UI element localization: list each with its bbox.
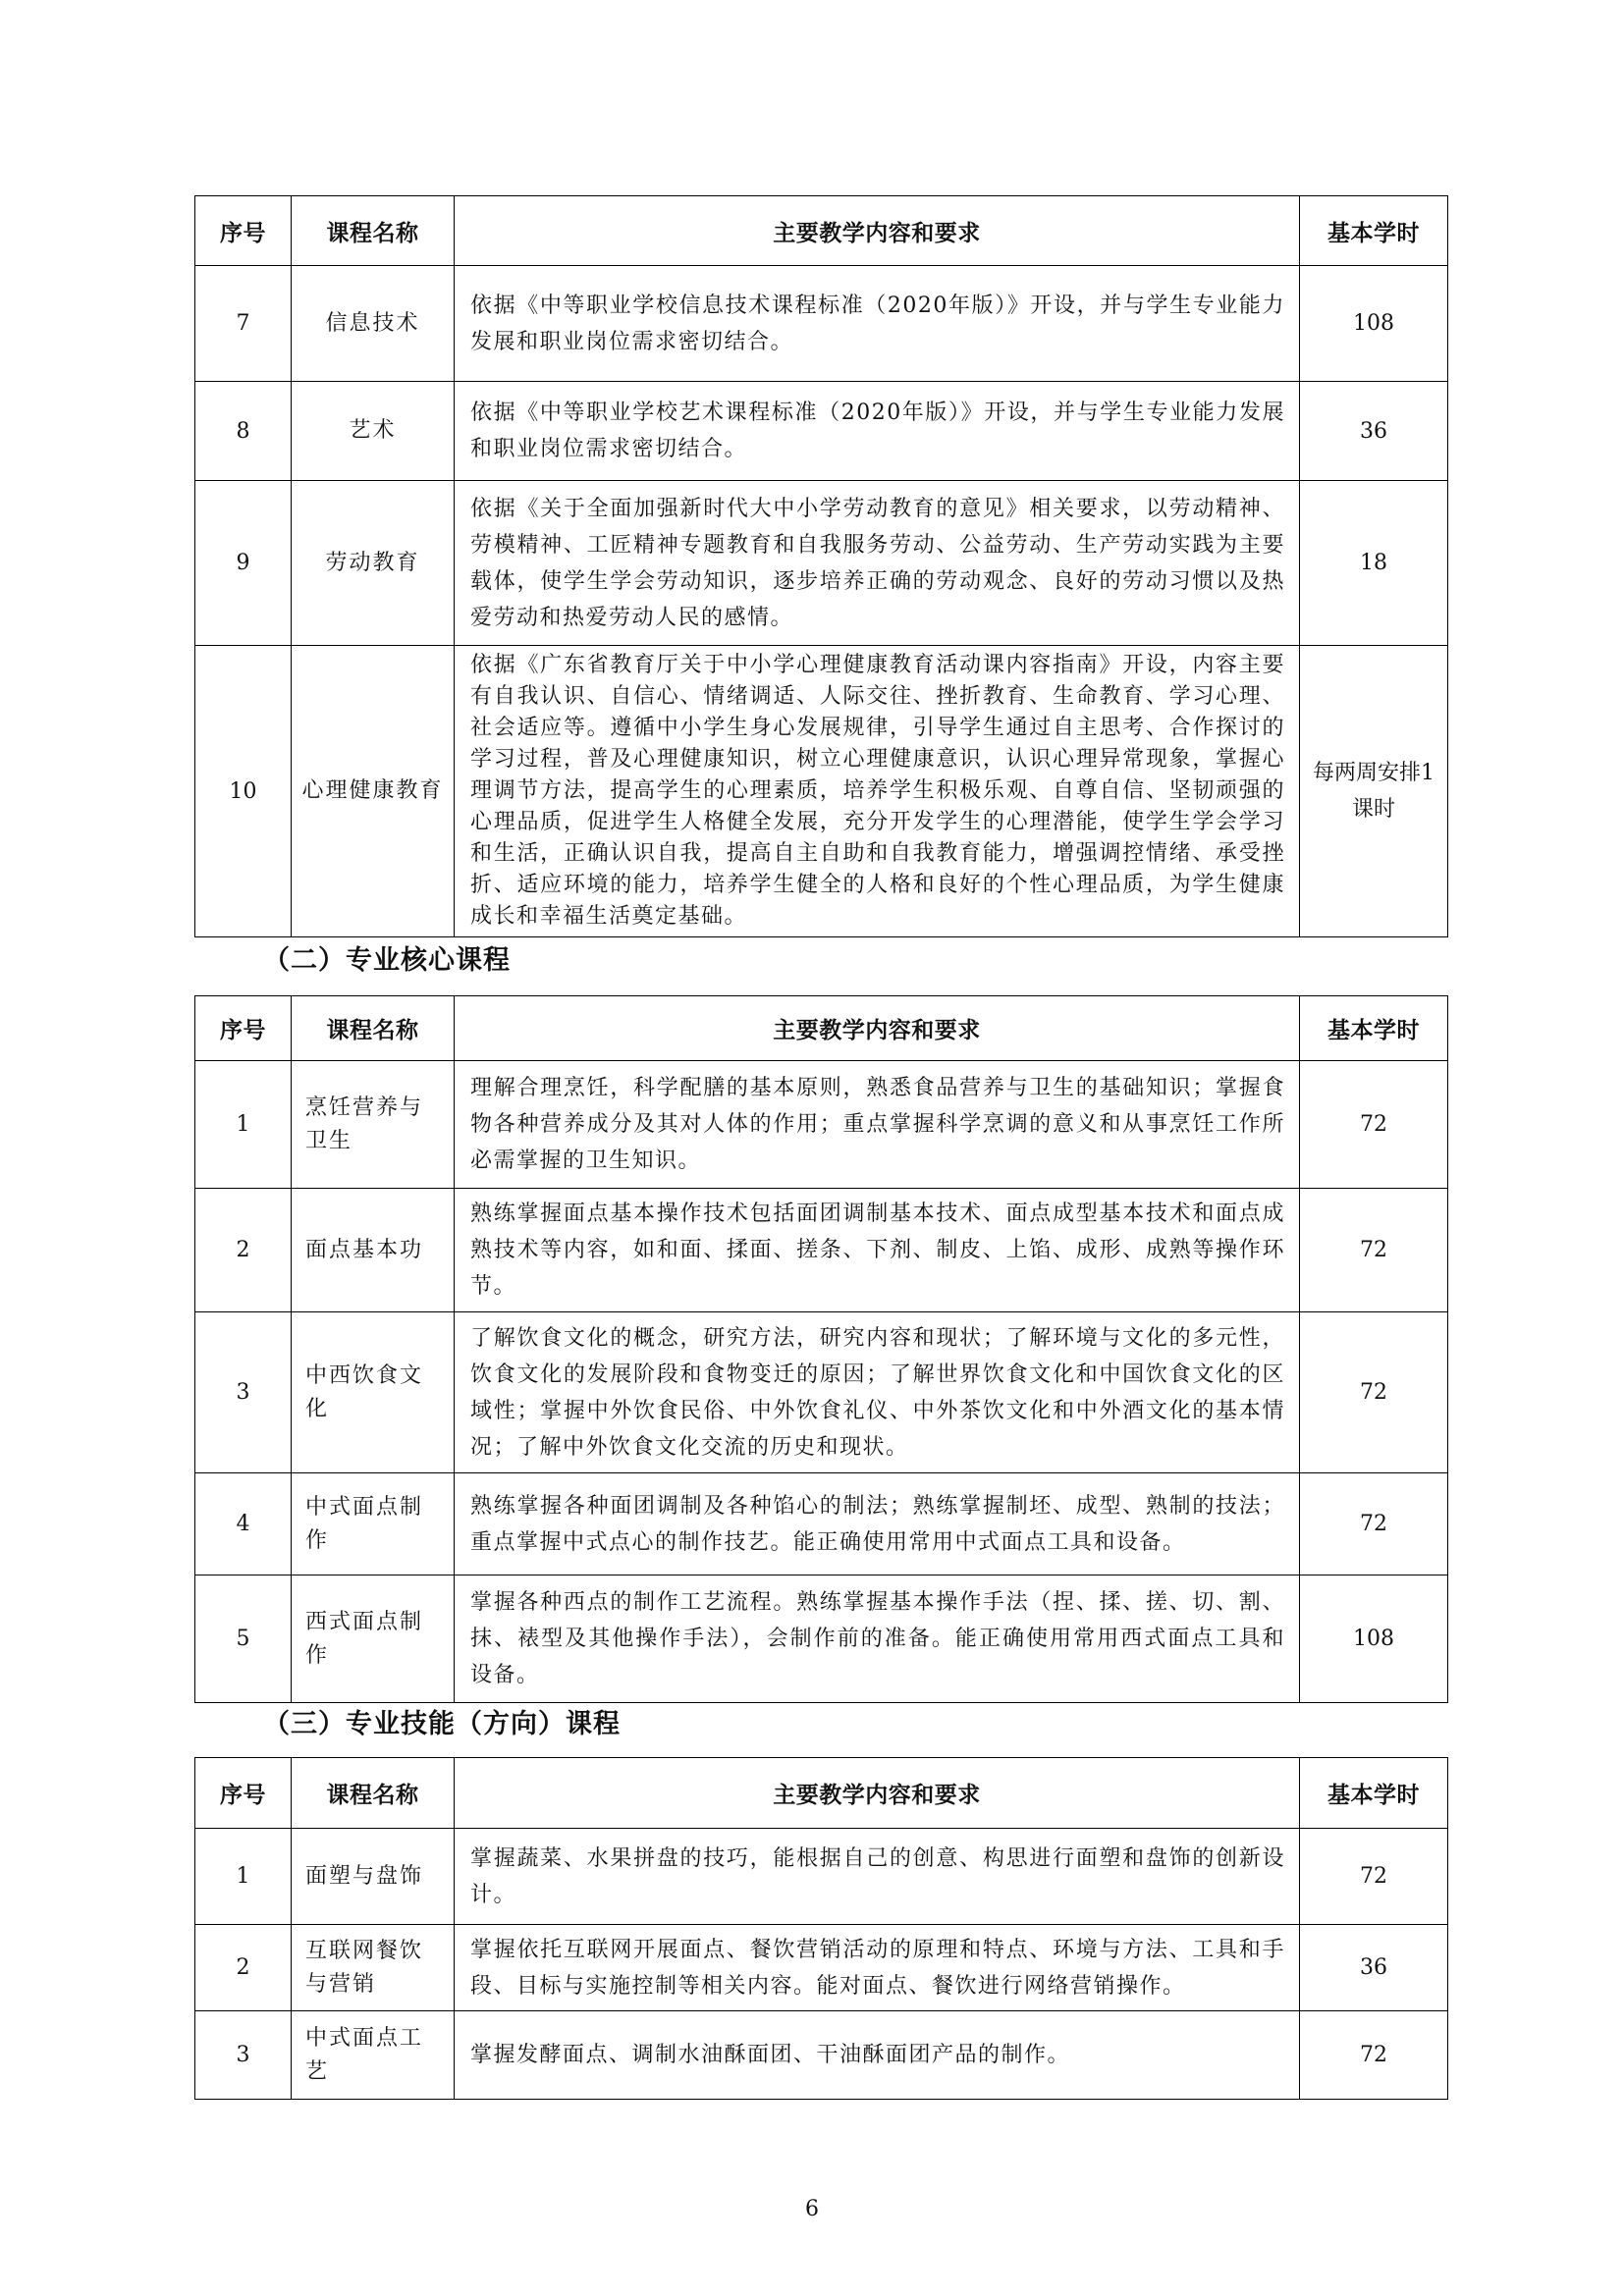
row-index: 1	[195, 1829, 292, 1925]
table-row	[195, 1189, 1448, 1312]
row-hours: 72	[1300, 1473, 1448, 1575]
table-row	[195, 382, 1448, 481]
header-hours: 基本学时	[1300, 1758, 1448, 1829]
row-course-name: 信息技术	[292, 266, 455, 382]
row-hours: 18	[1300, 481, 1448, 646]
table-row	[195, 266, 1448, 382]
row-index: 4	[195, 1473, 292, 1575]
row-course-name: 中式面点制作	[292, 1473, 455, 1575]
row-index: 10	[195, 646, 292, 937]
row-index: 2	[195, 1189, 292, 1312]
row-index: 3	[195, 1312, 292, 1473]
row-hours: 36	[1300, 1925, 1448, 2011]
row-content: 依据《关于全面加强新时代大中小学劳动教育的意见》相关要求，以劳动精神、劳模精神、工匠精神专题教育和自我服务劳动、公益劳动、生产劳动实践为主要载体，使学生学会劳动知识，逐步培养正确的劳动观念、良好的劳动习惯以及热爱劳动和热爱劳动人民的感情。	[455, 481, 1300, 646]
table-row	[195, 1061, 1448, 1189]
header-index: 序号	[195, 996, 292, 1061]
row-hours: 72	[1300, 1829, 1448, 1925]
row-content: 掌握蔬菜、水果拼盘的技巧，能根据自己的创意、构思进行面塑和盘饰的创新设计。	[455, 1829, 1300, 1925]
section-heading-core-courses: （二）专业核心课程	[263, 945, 511, 976]
table-header-row	[195, 196, 1448, 266]
core-courses-table	[194, 995, 1448, 1703]
table-row	[195, 1829, 1448, 1925]
header-index: 序号	[195, 196, 292, 266]
table-row	[195, 1575, 1448, 1703]
table-row	[195, 1473, 1448, 1575]
row-course-name: 面塑与盘饰	[292, 1829, 455, 1925]
row-course-name: 中式面点工艺	[292, 2011, 455, 2100]
header-content: 主要教学内容和要求	[455, 996, 1300, 1061]
table-row	[195, 481, 1448, 646]
header-content: 主要教学内容和要求	[455, 1758, 1300, 1829]
skill-courses-table	[194, 1757, 1448, 2100]
row-index: 8	[195, 382, 292, 481]
row-hours: 每两周安排1课时	[1300, 646, 1448, 937]
row-index: 5	[195, 1575, 292, 1703]
row-index: 3	[195, 2011, 292, 2100]
row-content: 依据《广东省教育厅关于中小学心理健康教育活动课内容指南》开设，内容主要有自我认识、自信心、情绪调适、人际交往、挫折教育、生命教育、学习心理、社会适应等。遵循中小学生身心发展规律，引导学生通过自主思考、合作探讨的学习过程，普及心理健康知识，树立心理健康意识，认识心理异常现象，掌握心理调节方法，提高学生的心理素质，培养学生积极乐观、自尊自信、坚韧顽强的心理品质，促进学生人格健全发展，充分开发学生的心理潜能，使学生学会学习和生活，正确认识自我，提高自主自助和自我教育能力，增强调控情绪、承受挫折、适应环境的能力，培养学生健全的人格和良好的个性心理品质，为学生健康成长和幸福生活奠定基础。	[455, 646, 1300, 937]
row-index: 2	[195, 1925, 292, 2011]
row-content: 依据《中等职业学校艺术课程标准（2020年版）》开设，并与学生专业能力发展和职业岗位需求密切结合。	[455, 382, 1300, 481]
row-index: 9	[195, 481, 292, 646]
table-row	[195, 646, 1448, 937]
table-row	[195, 1925, 1448, 2011]
header-course-name: 课程名称	[292, 196, 455, 266]
row-content: 了解饮食文化的概念，研究方法，研究内容和现状；了解环境与文化的多元性，饮食文化的发展阶段和食物变迁的原因；了解世界饮食文化和中国饮食文化的区域性；掌握中外饮食民俗、中外饮食礼仪、中外茶饮文化和中外酒文化的基本情况；了解中外饮食文化交流的历史和现状。	[455, 1312, 1300, 1473]
row-course-name: 西式面点制作	[292, 1575, 455, 1703]
row-course-name: 劳动教育	[292, 481, 455, 646]
header-hours: 基本学时	[1300, 996, 1448, 1061]
row-index: 7	[195, 266, 292, 382]
row-course-name: 烹饪营养与卫生	[292, 1061, 455, 1189]
header-course-name: 课程名称	[292, 996, 455, 1061]
table-row	[195, 1312, 1448, 1473]
row-hours: 108	[1300, 1575, 1448, 1703]
table-header-row	[195, 996, 1448, 1061]
row-course-name: 面点基本功	[292, 1189, 455, 1312]
page-number: 6	[805, 2197, 819, 2221]
row-course-name: 中西饮食文化	[292, 1312, 455, 1473]
row-hours: 72	[1300, 2011, 1448, 2100]
row-hours: 72	[1300, 1189, 1448, 1312]
table-row	[195, 2011, 1448, 2100]
row-content: 理解合理烹饪，科学配膳的基本原则，熟悉食品营养与卫生的基础知识；掌握食物各种营养成分及其对人体的作用；重点掌握科学烹调的意义和从事烹饪工作所必需掌握的卫生知识。	[455, 1061, 1300, 1189]
header-index: 序号	[195, 1758, 292, 1829]
row-hours: 36	[1300, 382, 1448, 481]
row-content: 熟练掌握各种面团调制及各种馅心的制法；熟练掌握制坯、成型、熟制的技法；重点掌握中式点心的制作技艺。能正确使用常用中式面点工具和设备。	[455, 1473, 1300, 1575]
row-index: 1	[195, 1061, 292, 1189]
section-heading-skill-courses: （三）专业技能（方向）课程	[263, 1709, 621, 1739]
row-course-name: 艺术	[292, 382, 455, 481]
row-hours: 72	[1300, 1312, 1448, 1473]
header-course-name: 课程名称	[292, 1758, 455, 1829]
row-content: 依据《中等职业学校信息技术课程标准（2020年版）》开设，并与学生专业能力发展和职业岗位需求密切结合。	[455, 266, 1300, 382]
row-course-name: 互联网餐饮与营销	[292, 1925, 455, 2011]
row-content: 掌握依托互联网开展面点、餐饮营销活动的原理和特点、环境与方法、工具和手段、目标与实施控制等相关内容。能对面点、餐饮进行网络营销操作。	[455, 1925, 1300, 2011]
table-header-row	[195, 1758, 1448, 1829]
row-content: 掌握各种西点的制作工艺流程。熟练掌握基本操作手法（捏、揉、搓、切、割、抹、裱型及其他操作手法），会制作前的准备。能正确使用常用西式面点工具和设备。	[455, 1575, 1300, 1703]
header-content: 主要教学内容和要求	[455, 196, 1300, 266]
public-courses-table	[194, 195, 1448, 937]
header-hours: 基本学时	[1300, 196, 1448, 266]
row-content: 熟练掌握面点基本操作技术包括面团调制基本技术、面点成型基本技术和面点成熟技术等内容，如和面、揉面、搓条、下剂、制皮、上馅、成形、成熟等操作环节。	[455, 1189, 1300, 1312]
row-hours: 108	[1300, 266, 1448, 382]
row-course-name: 心理健康教育	[292, 646, 455, 937]
row-content: 掌握发酵面点、调制水油酥面团、干油酥面团产品的制作。	[455, 2011, 1300, 2100]
row-hours: 72	[1300, 1061, 1448, 1189]
